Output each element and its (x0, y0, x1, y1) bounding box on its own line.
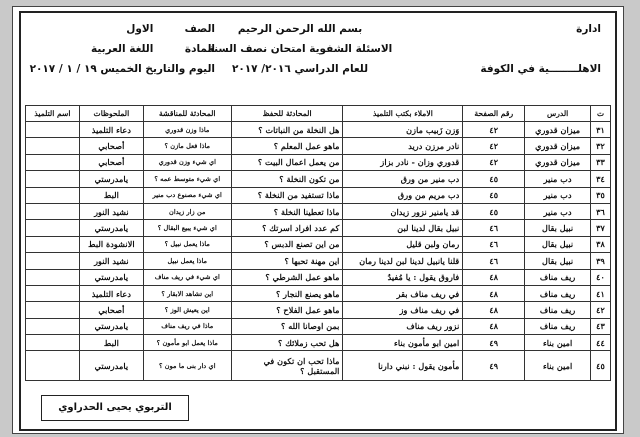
col-dictation-cell: فاروق يقول : يا مُفيدُ (343, 269, 463, 285)
col-number-cell: ٤٢ (591, 302, 611, 318)
col-student-name-cell (26, 302, 80, 318)
col-discussion-cell: ماذا في ريف مناف (143, 318, 231, 334)
col-student-name-cell (26, 122, 80, 138)
col-dictation-cell: مأمون يقول : نبني دارنا (343, 351, 463, 381)
table-row (26, 335, 611, 351)
col-dictation-cell: نادر مرزن دريد (343, 138, 463, 154)
col-dictation-cell: دب مريم من ورق (343, 187, 463, 203)
col-lesson-cell: دب منير (525, 203, 591, 219)
table-row (26, 269, 611, 285)
col-lesson-cell: دب منير (525, 187, 591, 203)
col-memorize-cell: ماذا تحب ان تكون في المستقبل ؟ (231, 351, 343, 381)
col-dictation-cell: امين ابو مأمون بناء (343, 335, 463, 351)
col-page-cell: ٤٦ (463, 236, 525, 252)
header-blank (451, 39, 601, 59)
col-discussion-cell: ماذا يعمل ابو مأمون ؟ (143, 335, 231, 351)
col-memorize-cell: من تكون النخلة ؟ (231, 171, 343, 187)
col-page-cell: ٤٥ (463, 187, 525, 203)
col-lesson-cell: ريف مناف (525, 302, 591, 318)
col-discussion-cell: اي شيء في ريف مناف (143, 269, 231, 285)
table-row (26, 285, 611, 301)
col-number-cell: ٤٣ (591, 318, 611, 334)
col-number-cell: ٣٧ (591, 220, 611, 236)
col-notes-header: الملحوظات (79, 106, 143, 122)
header-school-block (451, 19, 601, 79)
col-discussion-cell: ماذا يعمل نبيل ؟ (143, 236, 231, 252)
date-label: اليوم والتاريخ (145, 63, 215, 75)
table-row (26, 351, 611, 381)
table-row (26, 318, 611, 334)
col-discussion-cell: ماذا يعمل نبيل (143, 253, 231, 269)
table-row (26, 220, 611, 236)
col-lesson-cell: امين بناء (525, 351, 591, 381)
col-student-name-cell (26, 269, 80, 285)
col-memorize-cell: من اين تصنع الدبس ؟ (231, 236, 343, 252)
col-student-name-cell (26, 220, 80, 236)
col-page-cell: ٤٩ (463, 335, 525, 351)
col-notes-cell: يامدرستي (79, 351, 143, 381)
col-page-cell: ٤٥ (463, 171, 525, 187)
col-notes-cell: يامدرستي (79, 318, 143, 334)
col-page-cell: ٤٨ (463, 302, 525, 318)
col-student-name-cell (26, 138, 80, 154)
questions-table (25, 105, 611, 381)
col-number-cell: ٤٤ (591, 335, 611, 351)
table-row (26, 253, 611, 269)
grade-value: الاول (126, 23, 154, 35)
col-memorize-cell: هل تحب زملائك ؟ (231, 335, 343, 351)
col-notes-cell: يامدرستي (79, 269, 143, 285)
col-student-name-header: اسم التلميذ (26, 106, 80, 122)
col-notes-cell: دعاء التلميذ (79, 122, 143, 138)
header-basmala: بسم الله الرحمن الرحيم (237, 23, 363, 35)
col-lesson-cell: نبيل بقال (525, 220, 591, 236)
col-student-name-cell (26, 318, 80, 334)
col-student-name-cell (26, 187, 80, 203)
col-lesson-cell: امين بناء (525, 335, 591, 351)
col-memorize-cell: ماهو يصنع النجار ؟ (231, 285, 343, 301)
col-page-cell: ٤٥ (463, 203, 525, 219)
col-discussion-cell: اي دار بنى ما مون ؟ (143, 351, 231, 381)
header-school: الاهلــــــــية في الكوفة (480, 63, 601, 75)
col-notes-cell: نشيد النور (79, 253, 143, 269)
document-border (19, 11, 617, 431)
col-memorize-cell: كم عدد افراد اسرتك ؟ (231, 220, 343, 236)
col-notes-cell: أصحابي (79, 154, 143, 170)
col-discussion-cell: ماذا فعل مازن ؟ (143, 138, 231, 154)
col-discussion-cell: اي شيء مصنوع دب منير (143, 187, 231, 203)
teacher-signature: التربوي يحيى الحدراوي (41, 395, 189, 421)
table-row (26, 138, 611, 154)
col-memorize-cell: اين مهنة تحبها ؟ (231, 253, 343, 269)
col-student-name-cell (26, 171, 80, 187)
col-lesson-cell: ريف مناف (525, 285, 591, 301)
col-memorize-cell: هل النخلة من النباتات ؟ (231, 122, 343, 138)
col-notes-cell: يامدرستي (79, 171, 143, 187)
col-student-name-cell (26, 253, 80, 269)
col-discussion-cell: اين تشاهد الابقار ؟ (143, 285, 231, 301)
subject-value: اللغة العربية (90, 43, 154, 55)
col-discussion-cell: ماذا وزن قدوري (143, 122, 231, 138)
col-discussion-cell: من زار زيدان (143, 203, 231, 219)
document-sheet (12, 6, 624, 434)
header-admin: ادارة (576, 23, 601, 35)
col-page-cell: ٤٨ (463, 269, 525, 285)
col-lesson-header: الدرس (525, 106, 591, 122)
col-number-cell: ٣٤ (591, 171, 611, 187)
table-row (26, 171, 611, 187)
col-notes-cell: الانشودة البط (79, 236, 143, 252)
col-dictation-cell: قد يامنير نزور زيدان (343, 203, 463, 219)
header-year: للعام الدراسي ٢٠١٦/ ٢٠١٧ (231, 63, 369, 75)
col-memorize-cell: ماهو عمل المعلم ؟ (231, 138, 343, 154)
col-lesson-cell: دب منير (525, 171, 591, 187)
col-dictation-cell: وَزن زَبيب مازن (343, 122, 463, 138)
col-lesson-cell: ميزان قدوري (525, 138, 591, 154)
table-row (26, 203, 611, 219)
col-student-name-cell (26, 236, 80, 252)
col-dictation-cell: في ريف مناف بقر (343, 285, 463, 301)
col-page-cell: ٤٢ (463, 138, 525, 154)
header-exam-title: الاسئلة الشفوية امتحان نصف السنة (207, 43, 393, 55)
col-memorize-cell: ماذا تستفيد من النخلة ؟ (231, 187, 343, 203)
col-memorize-cell: ماذا تعطينا النخلة ؟ (231, 203, 343, 219)
col-dictation-header: الاملاء بكتب التلميذ (343, 106, 463, 122)
col-memorize-cell: بمن اوصانا الله ؟ (231, 318, 343, 334)
document-header (21, 13, 615, 101)
col-notes-cell: دعاء التلميذ (79, 285, 143, 301)
col-student-name-cell (26, 335, 80, 351)
table-row (26, 236, 611, 252)
col-notes-cell: البط (79, 335, 143, 351)
col-page-cell: ٤٦ (463, 253, 525, 269)
header-info-block (29, 19, 215, 79)
col-number-cell: ٣١ (591, 122, 611, 138)
table-row (26, 154, 611, 170)
col-memorize-header: المحادثة للحفظ (231, 106, 343, 122)
col-dictation-cell: رمان ولبن قليل (343, 236, 463, 252)
col-number-cell: ٣٨ (591, 236, 611, 252)
col-page-cell: ٤٩ (463, 351, 525, 381)
col-number-cell: ٤١ (591, 285, 611, 301)
col-student-name-cell (26, 351, 80, 381)
col-discussion-cell: اي شيء متوسط عمه ؟ (143, 171, 231, 187)
col-number-cell: ٣٢ (591, 138, 611, 154)
col-dictation-cell: قدوري وزان - نادر بزاز (343, 154, 463, 170)
col-lesson-cell: ميزان قدوري (525, 122, 591, 138)
header-title-block (195, 19, 405, 79)
col-number-cell: ٣٩ (591, 253, 611, 269)
col-notes-cell: يامدرستي (79, 220, 143, 236)
col-student-name-cell (26, 285, 80, 301)
col-number-cell: ٣٥ (591, 187, 611, 203)
col-lesson-cell: ميزان قدوري (525, 154, 591, 170)
col-discussion-cell: اي شيء وزن قدوري (143, 154, 231, 170)
col-number-cell: ٤٠ (591, 269, 611, 285)
table-row (26, 302, 611, 318)
col-dictation-cell: قلنا يانبيل لدينا لبن لدينا رمان (343, 253, 463, 269)
col-memorize-cell: ماهو عمل الشرطي ؟ (231, 269, 343, 285)
col-dictation-cell: في ريف مناف وز (343, 302, 463, 318)
col-lesson-cell: نبيل بقال (525, 236, 591, 252)
col-number-cell: ٤٥ (591, 351, 611, 381)
col-page-cell: ٤٢ (463, 154, 525, 170)
col-page-cell: ٤٢ (463, 122, 525, 138)
col-number-cell: ٣٣ (591, 154, 611, 170)
col-dictation-cell: دب منير من ورق (343, 171, 463, 187)
table-header-row (26, 106, 611, 122)
col-notes-cell: أصحابي (79, 138, 143, 154)
col-page-header: رقم الصفحة (463, 106, 525, 122)
date-value: الخميس ١٩ / ١ / ٢٠١٧ (29, 63, 142, 75)
col-student-name-cell (26, 203, 80, 219)
col-lesson-cell: ريف مناف (525, 269, 591, 285)
col-memorize-cell: من يعمل اعمال البيت ؟ (231, 154, 343, 170)
col-memorize-cell: ماهو عمل الفلاح ؟ (231, 302, 343, 318)
col-discussion-cell: اي شيء يبيع البقال ؟ (143, 220, 231, 236)
col-lesson-cell: نبيل بقال (525, 253, 591, 269)
col-student-name-cell (26, 154, 80, 170)
subject-label: المادة (184, 43, 215, 55)
col-notes-cell: البط (79, 187, 143, 203)
col-dictation-cell: نزور ريف مناف (343, 318, 463, 334)
col-number-cell: ٣٦ (591, 203, 611, 219)
grade-label: الصف (184, 23, 215, 35)
col-number-header: ت (591, 106, 611, 122)
col-page-cell: ٤٦ (463, 220, 525, 236)
col-dictation-cell: نبيل بقال لدينا لبن (343, 220, 463, 236)
col-lesson-cell: ريف مناف (525, 318, 591, 334)
table-row (26, 122, 611, 138)
col-page-cell: ٤٨ (463, 318, 525, 334)
table-row (26, 187, 611, 203)
col-discussion-header: المحادثة للمناقشة (143, 106, 231, 122)
col-notes-cell: أصحابي (79, 302, 143, 318)
col-page-cell: ٤٨ (463, 285, 525, 301)
col-notes-cell: نشيد النور (79, 203, 143, 219)
col-discussion-cell: اين يعيش الوز ؟ (143, 302, 231, 318)
